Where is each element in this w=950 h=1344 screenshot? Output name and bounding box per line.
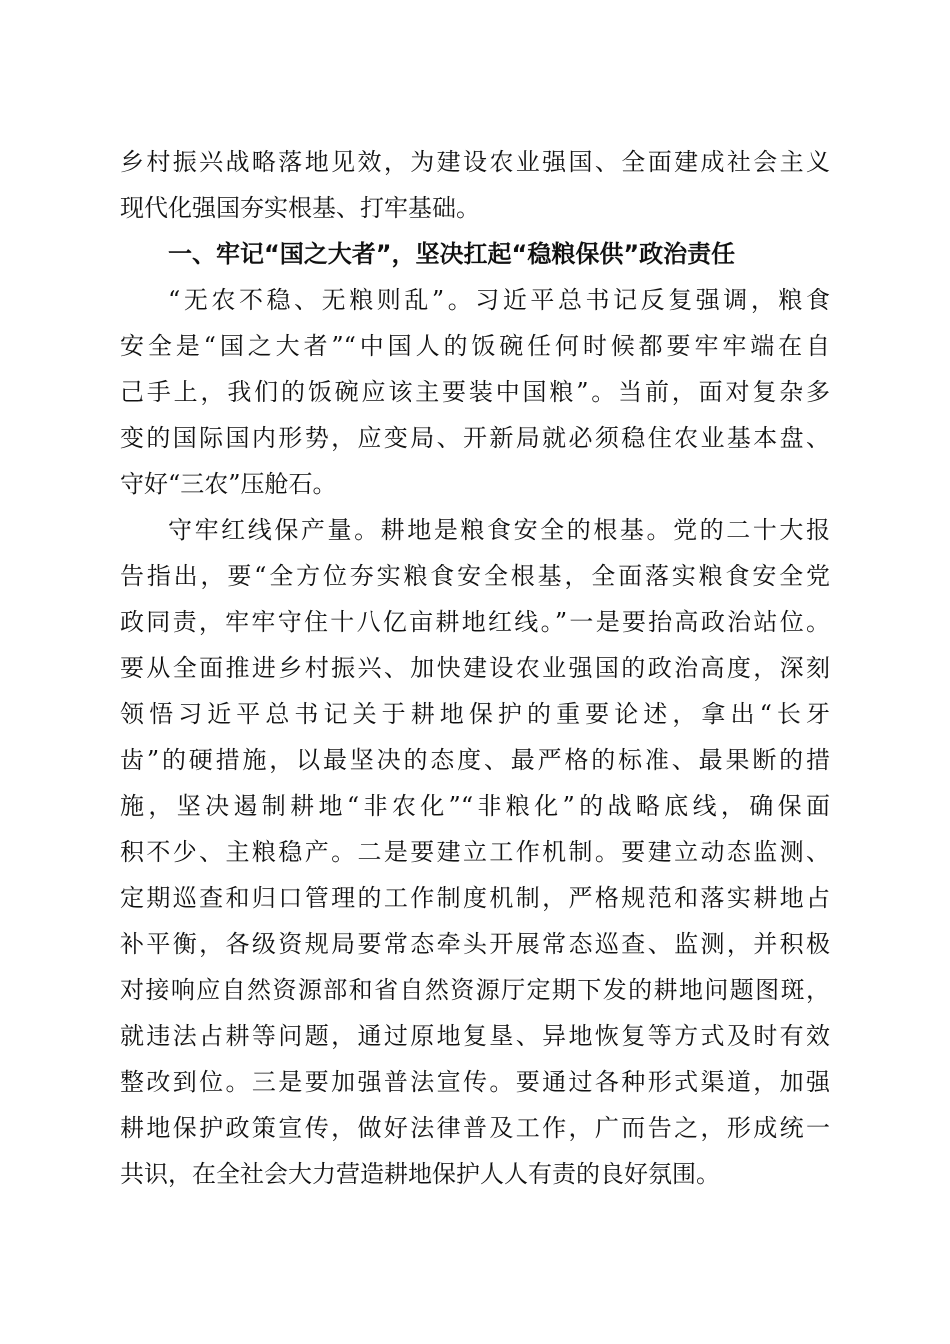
paragraph2-line-13: 整改到位。三是要加强普法宣传。要通过各种形式渠道，加强 <box>120 1068 830 1096</box>
paragraph2-line-15: 共识，在全社会大力营造耕地保护人人有责的良好氛围。 <box>120 1160 720 1188</box>
paragraph2-line-1: 守牢红线保产量。耕地是粮食安全的根基。党的二十大报 <box>168 516 830 544</box>
paragraph1-line-2: 安全是“国之大者”“中国人的饭碗任何时候都要牢牢端在自 <box>120 332 830 360</box>
paragraph2-line-7: 施，坚决遏制耕地“非农化”“非粮化”的战略底线，确保面 <box>120 792 830 820</box>
paragraph1-line-3: 己手上，我们的饭碗应该主要装中国粮”。当前，面对复杂多 <box>120 378 830 406</box>
intro-line-2: 现代化强国夯实根基、打牢基础。 <box>120 194 480 222</box>
paragraph2-line-10: 补平衡，各级资规局要常态牵头开展常态巡查、监测，并积极 <box>120 930 830 958</box>
paragraph2-line-11: 对接响应自然资源部和省自然资源厅定期下发的耕地问题图斑， <box>120 976 830 1004</box>
paragraph1-line-1: “无农不稳、无粮则乱”。习近平总书记反复强调，粮食 <box>168 286 830 314</box>
section-heading: 一、牢记“国之大者”，坚决扛起“稳粮保供”政治责任 <box>168 240 736 268</box>
paragraph1-line-4: 变的国际国内形势，应变局、开新局就必须稳住农业基本盘、 <box>120 424 830 452</box>
paragraph2-line-3: 政同责，牢牢守住十八亿亩耕地红线。”一是要抬高政治站位。 <box>120 608 830 636</box>
paragraph2-line-14: 耕地保护政策宣传，做好法律普及工作，广而告之，形成统一 <box>120 1114 830 1142</box>
paragraph2-line-5: 领悟习近平总书记关于耕地保护的重要论述，拿出“长牙 <box>120 700 830 728</box>
paragraph2-line-9: 定期巡查和归口管理的工作制度机制，严格规范和落实耕地占 <box>120 884 830 912</box>
paragraph1-line-5: 守好“三农”压舱石。 <box>120 470 337 498</box>
paragraph2-line-8: 积不少、主粮稳产。二是要建立工作机制。要建立动态监测、 <box>120 838 830 866</box>
paragraph2-line-6: 齿”的硬措施，以最坚决的态度、最严格的标准、最果断的措 <box>120 746 830 774</box>
paragraph2-line-4: 要从全面推进乡村振兴、加快建设农业强国的政治高度，深刻 <box>120 654 830 682</box>
intro-line-1: 乡村振兴战略落地见效，为建设农业强国、全面建成社会主义 <box>120 148 830 176</box>
paragraph2-line-12: 就违法占耕等问题，通过原地复垦、异地恢复等方式及时有效 <box>120 1022 830 1050</box>
paragraph2-line-2: 告指出，要“全方位夯实粮食安全根基，全面落实粮食安全党 <box>120 562 830 590</box>
